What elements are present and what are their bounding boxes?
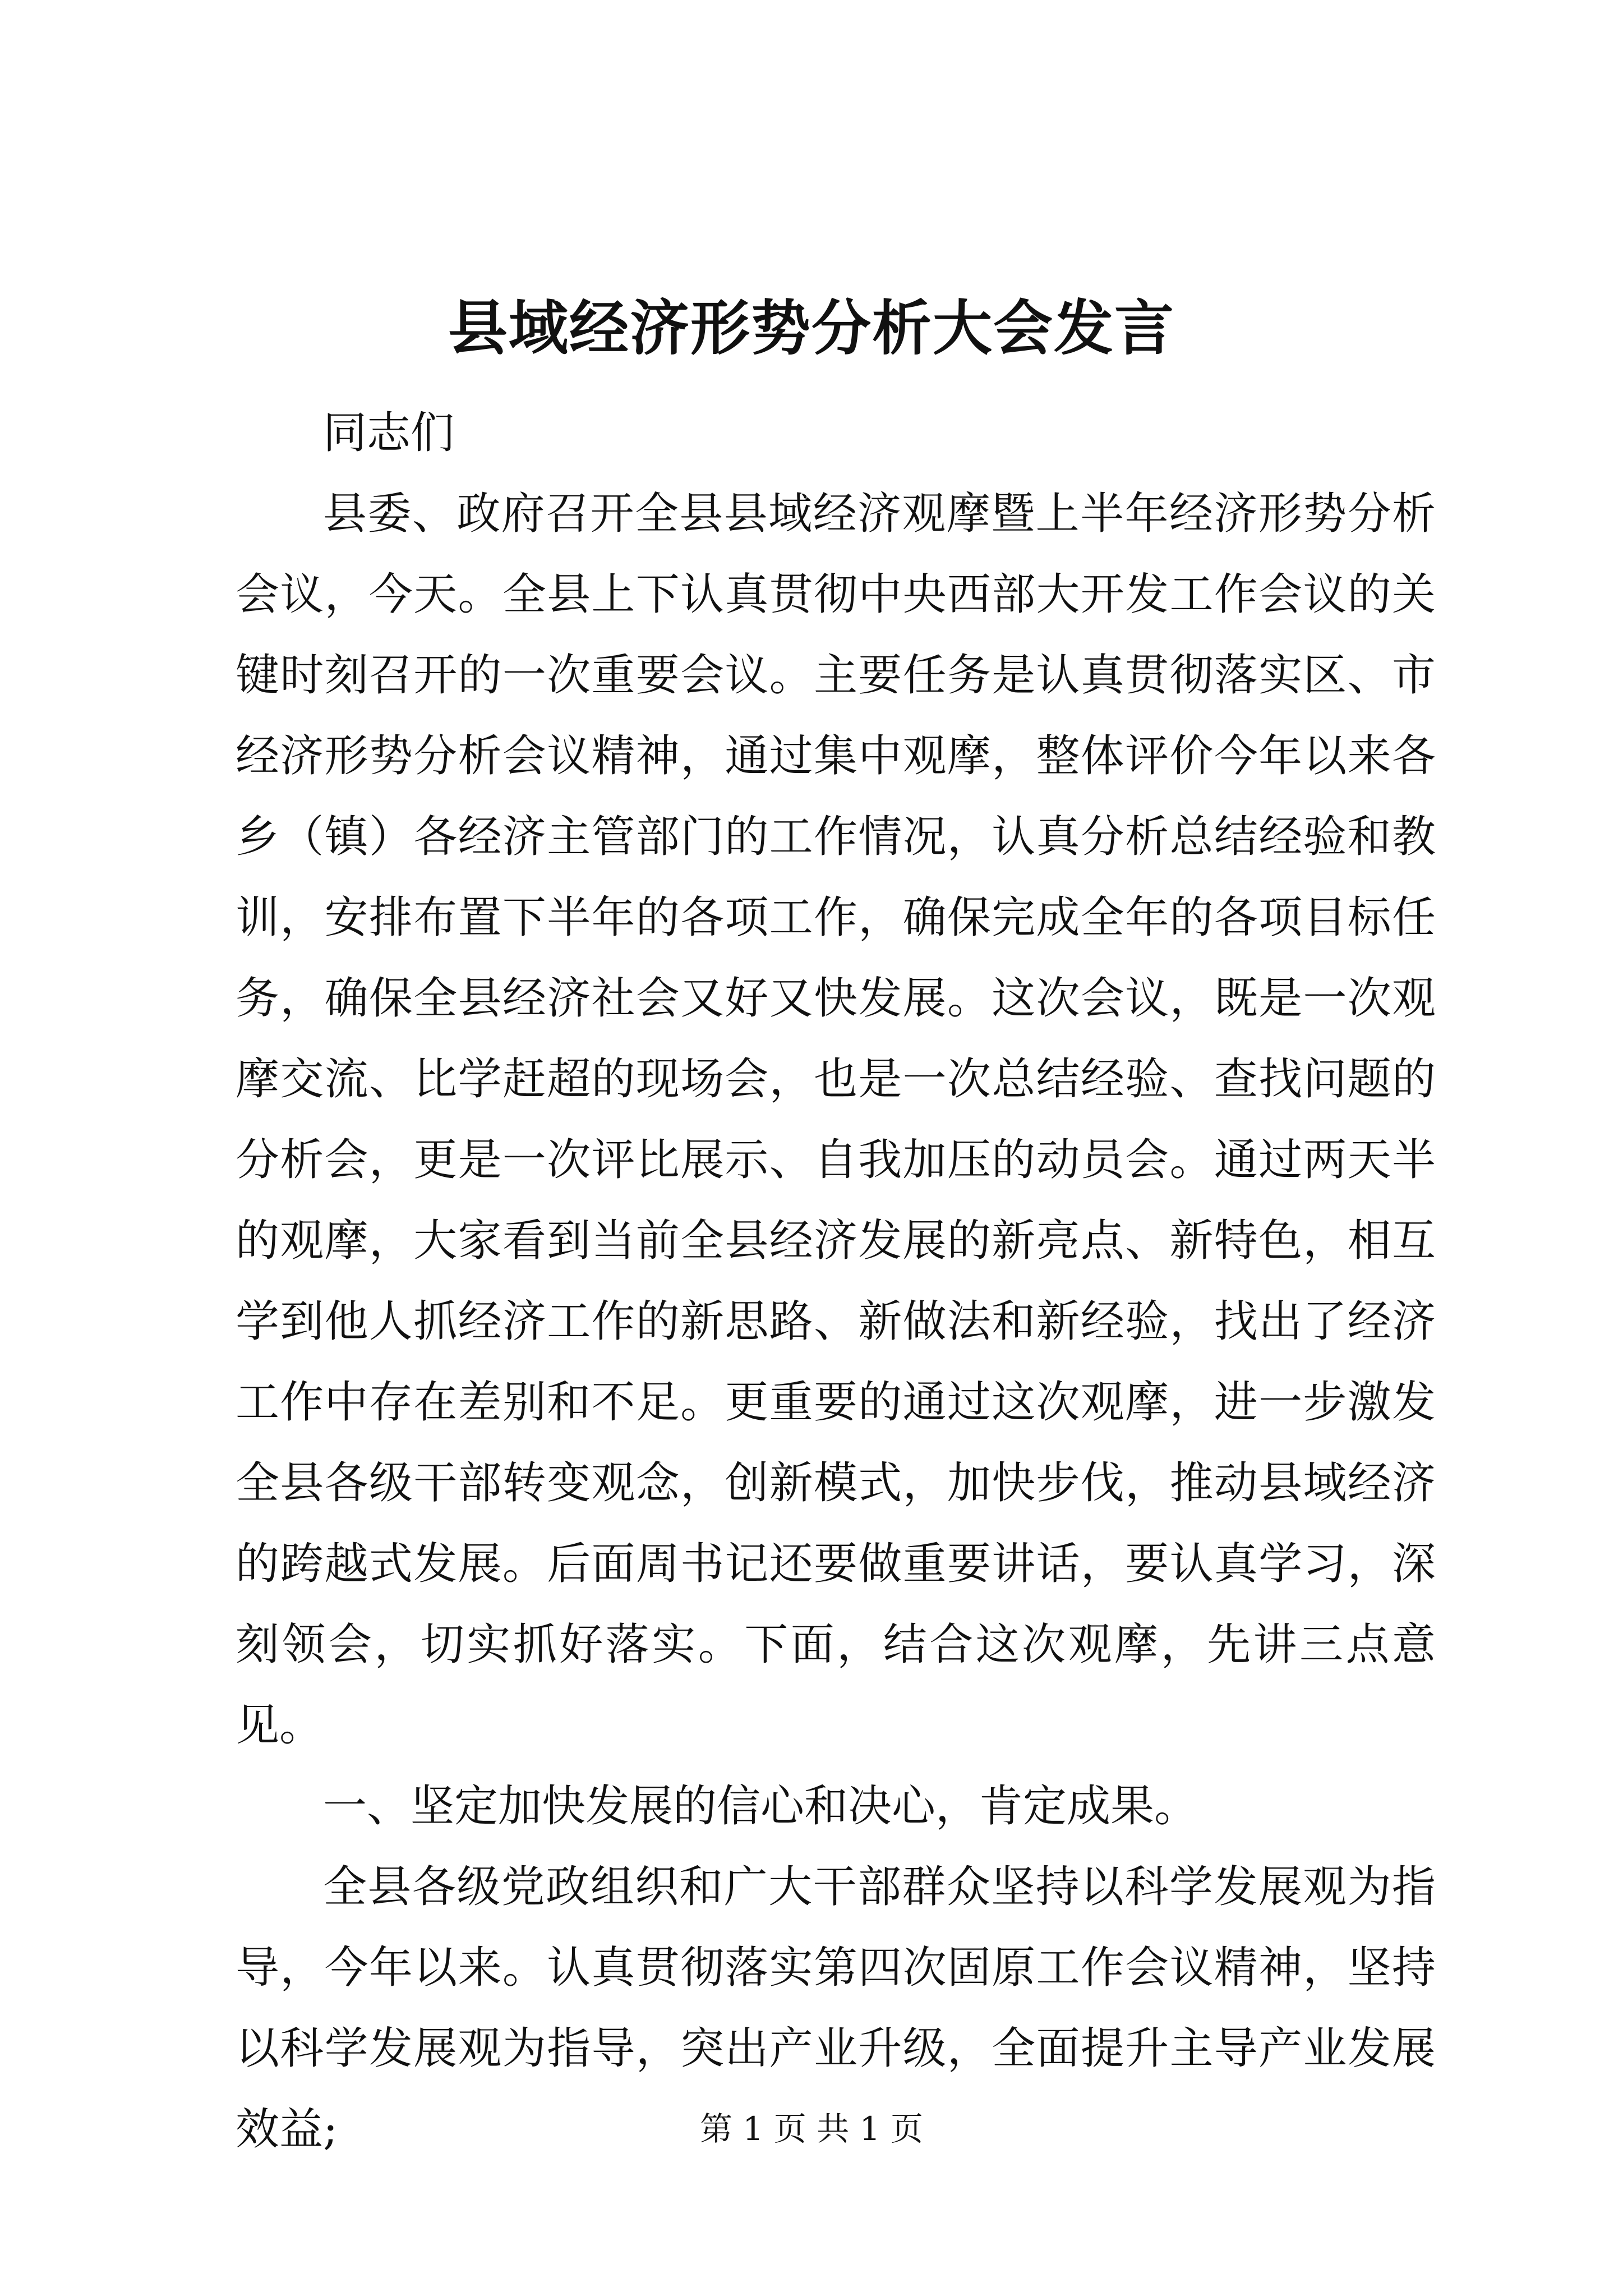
body-paragraph: 全县各级党政组织和广大干部群众坚持以科学发展观为指导，今年以来。认真贯彻落实第四次固原工作会议精神，坚持以科学发展观为指导，突出产业升级，全面提升主导产业发展效益; — [236, 1862, 1436, 2155]
salutation-paragraph: 同志们 — [323, 408, 455, 458]
section-heading-paragraph: 一、坚定加快发展的信心和决心，肯定成果。 — [323, 1781, 1198, 1832]
intro-paragraph: 县委、政府召开全县县域经济观摩暨上半年经济形势分析会议，今天。全县上下认真贯彻中央西部大开发工作会议的关键时刻召开的一次重要会议。主要任务是认真贯彻落实区、市经济形势分析会议精神，通过集中观摩，整体评价今年以来各乡（镇）各经济主管部门的工作情况，认真分析总结经验和教训，安排布置下半年的各项工作，确保完成全年的各项目标任务，确保全县经济社会又好又快发展。这次会议，既是一次观摩交流、比学赶超的现场会，也是一次总结经验、查找问题的分析会，更是一次评比展示、自我加压的动员会。通过两天半的观摩，大家看到当前全县经济发展的新亮点、新特色，相互学到他人抓经济工作的新思路、新做法和新经验，找出了经济工作中存在差别和不足。更重要的通过这次观摩，进一步激发全县各级干部转变观念，创新模式，加快步伐，推动县域经济的跨越式发展。后面周书记还要做重要讲话，要认真学习，深刻领会，切实抓好落实。下面，结合这次观摩，先讲三点意见。 — [236, 489, 1436, 1751]
document-title: 县域经济形势分析大会发言 — [448, 293, 1175, 363]
page-footer: 第 1 页 共 1 页 — [700, 2110, 923, 2148]
document-body — [236, 393, 1436, 2170]
